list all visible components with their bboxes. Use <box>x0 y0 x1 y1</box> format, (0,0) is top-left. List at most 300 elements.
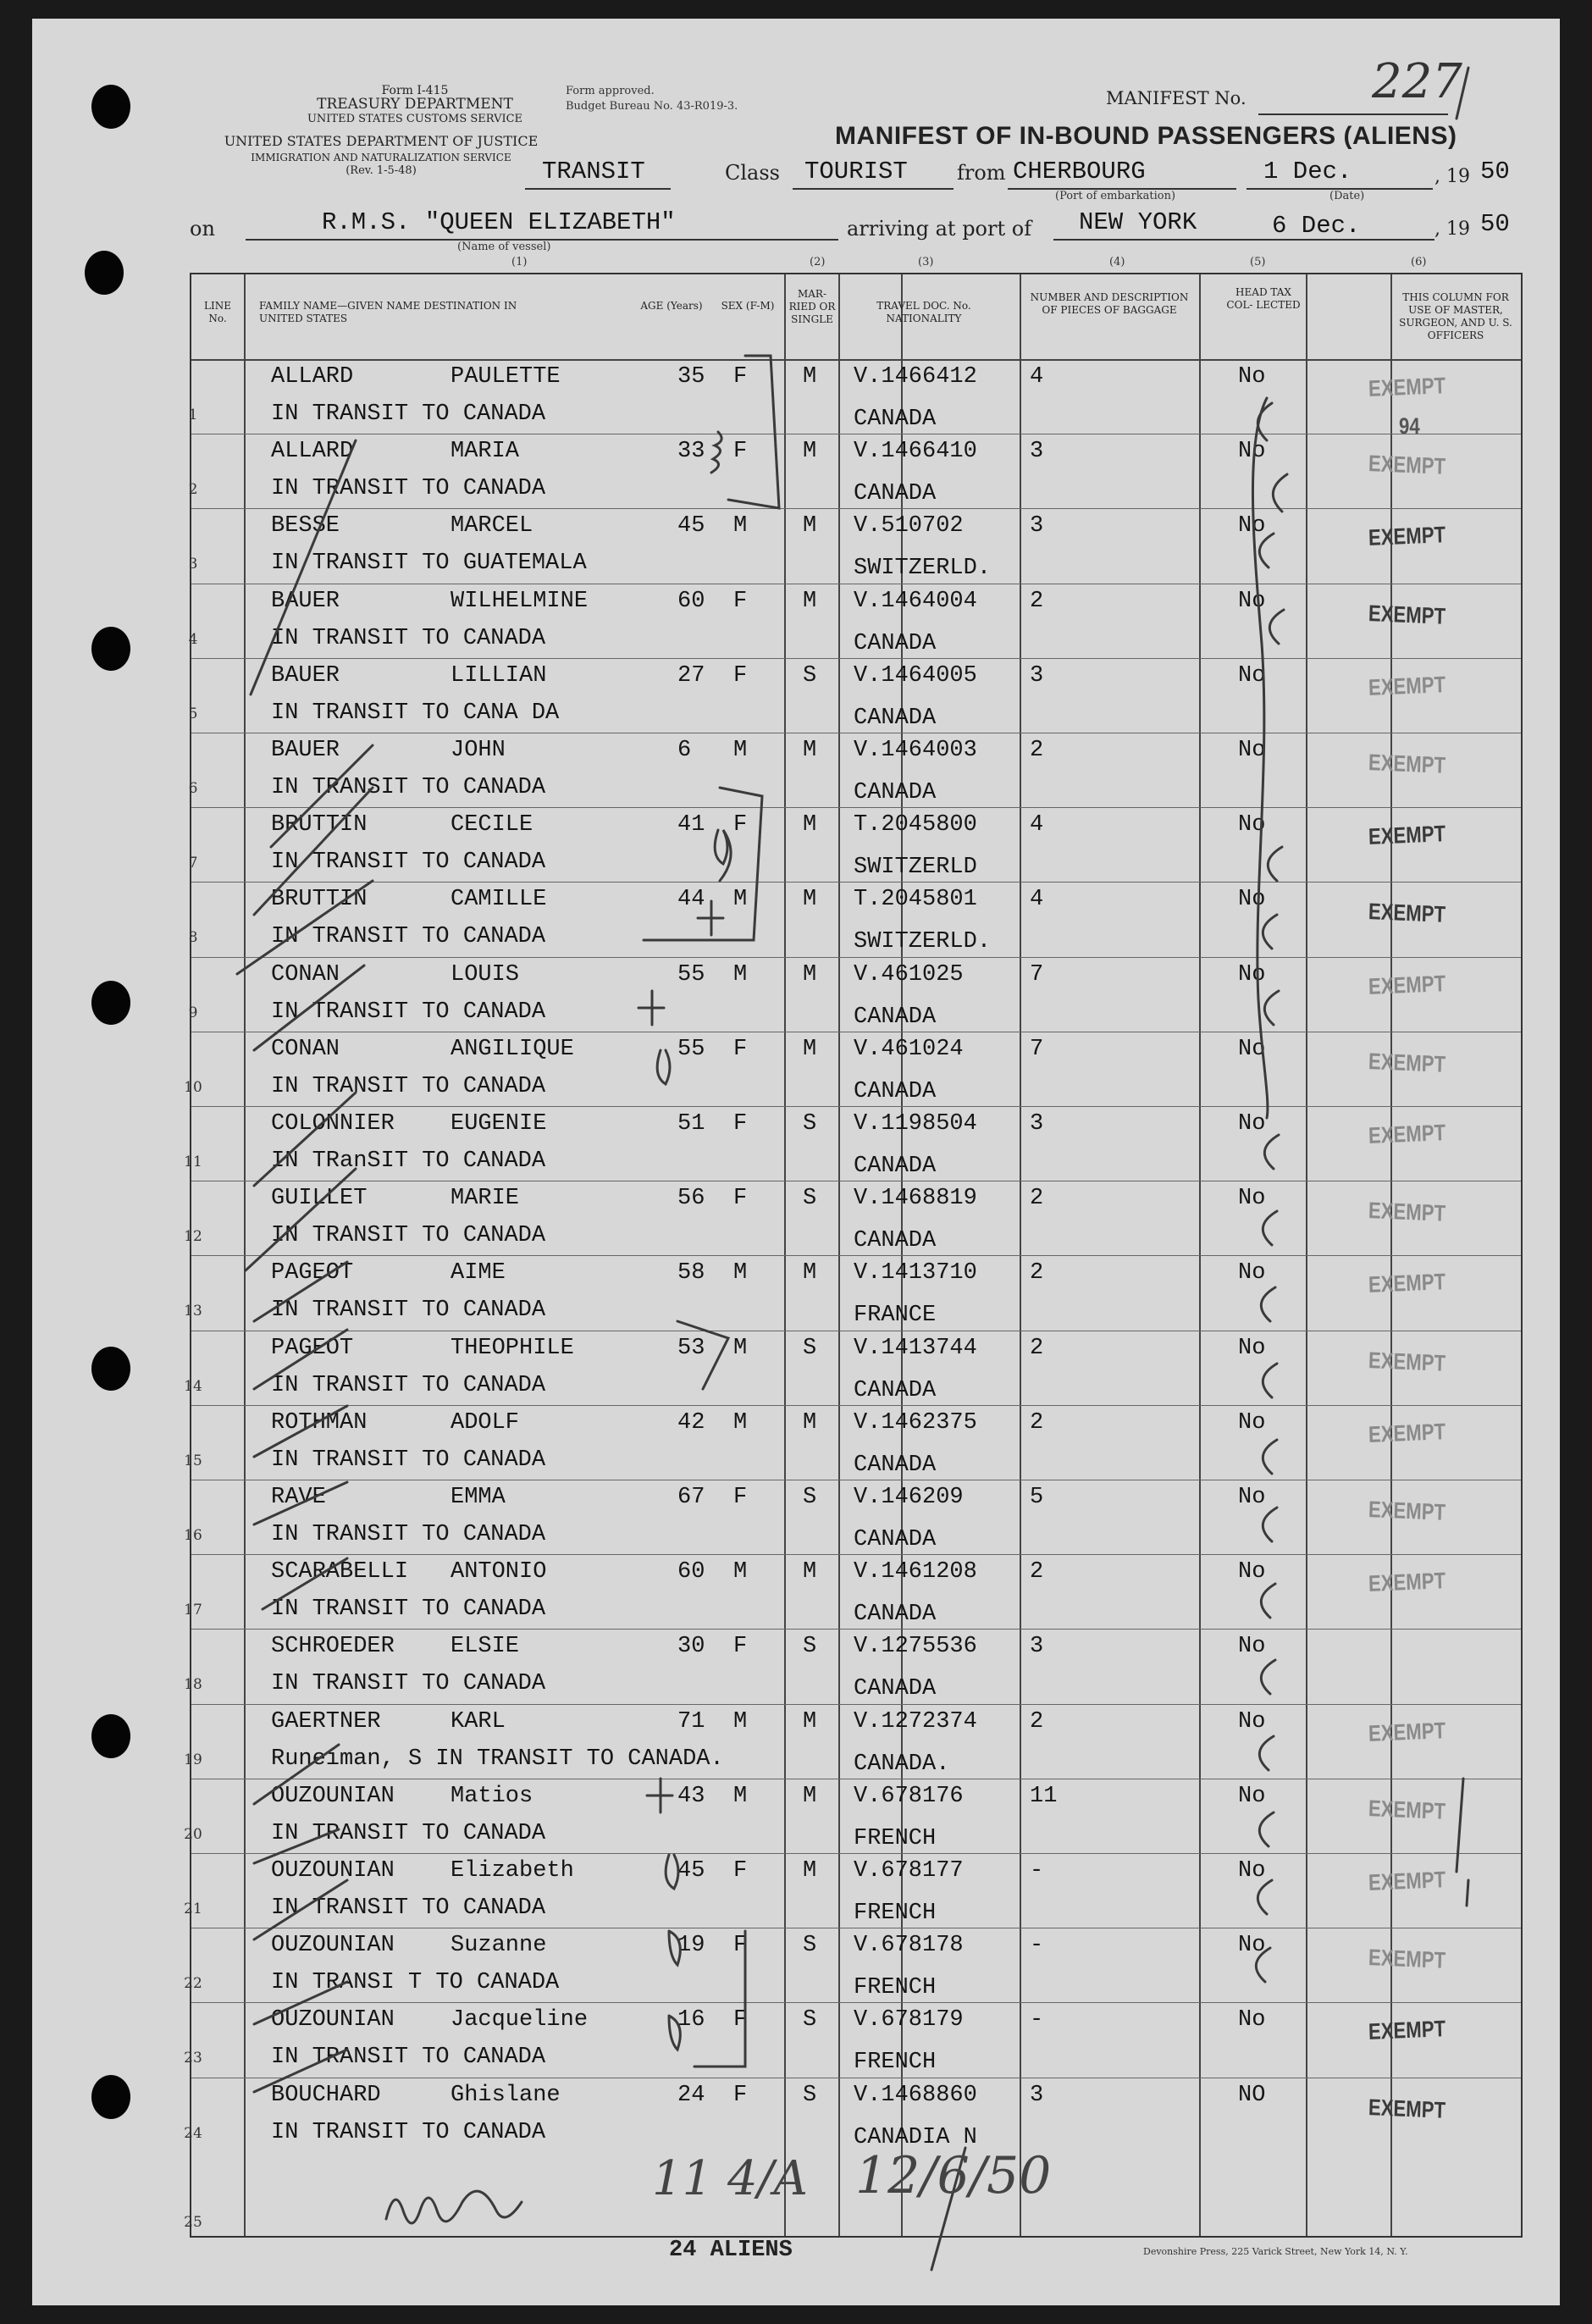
travel-doc-number: V.1413710 <box>854 1260 977 1286</box>
dept-justice: UNITED STATES DEPARTMENT OF JUSTICE <box>224 133 539 149</box>
passenger-surname: SCHROEDER <box>271 1634 395 1660</box>
nationality: CANADIA N <box>854 2124 977 2150</box>
head-tax: No <box>1238 961 1266 988</box>
nationality: CANADA <box>854 1228 937 1254</box>
passenger-sex: M <box>733 1708 748 1735</box>
passenger-destination: IN TRANSIT TO CANADA <box>271 2119 546 2145</box>
head-tax: No <box>1238 1634 1266 1660</box>
total-aliens: 24 ALIENS <box>669 2238 793 2263</box>
line-number: 20 <box>184 1825 202 1843</box>
depart-year: 50 <box>1480 158 1510 185</box>
nationality: CANADA <box>854 1377 937 1403</box>
head-tax: No <box>1238 738 1266 763</box>
treasury-dept: TREASURY DEPARTMENT <box>317 96 513 113</box>
passenger-age: 35 <box>677 364 705 390</box>
row-separator <box>191 1853 1521 1854</box>
exempt-stamp: EXEMPT <box>1368 671 1446 700</box>
baggage-count: 3 <box>1030 1634 1044 1660</box>
nationality: CANADA <box>854 780 937 805</box>
passenger-surname: RAVE <box>271 1485 326 1510</box>
passenger-sex: F <box>733 1111 748 1137</box>
passenger-surname: OUZOUNIAN <box>271 1783 395 1809</box>
nationality: CANADA. <box>854 1751 950 1777</box>
exempt-stamp: EXEMPT <box>1368 1347 1446 1376</box>
passenger-age: 60 <box>677 588 705 614</box>
transit-label: TRANSIT <box>542 158 645 185</box>
baggage-count: 2 <box>1030 738 1044 763</box>
nationality: CANADA <box>854 705 937 731</box>
passenger-marital-status: M <box>803 1409 817 1436</box>
binder-hole <box>91 627 130 671</box>
col-num-4: (4) <box>1109 256 1125 268</box>
row-separator <box>191 882 1521 883</box>
col-num-3: (3) <box>918 256 934 268</box>
row-separator <box>191 1554 1521 1555</box>
exempt-stamp: EXEMPT <box>1368 2094 1446 2123</box>
nationality: CANADA <box>854 1078 937 1104</box>
passenger-destination: IN TRANSIT TO GUATEMALA <box>271 551 587 577</box>
passenger-destination: IN TRANSIT TO CANADA <box>271 1671 546 1697</box>
arrival-year: 50 <box>1480 210 1510 238</box>
line-number: 12 <box>184 1228 202 1246</box>
passenger-surname: COLONNIER <box>271 1111 395 1137</box>
passenger-destination: IN TRANSIT TO CANADA <box>271 2045 546 2071</box>
nationality: FRENCH <box>854 1825 937 1851</box>
passenger-given-name: JOHN <box>451 738 506 763</box>
travel-doc-number: V.1464003 <box>854 738 977 763</box>
baggage-count: 2 <box>1030 1260 1044 1286</box>
passenger-surname: CONAN <box>271 961 340 988</box>
passenger-given-name: Ghislane <box>451 2082 561 2108</box>
passenger-destination: IN TRANSIT TO CANADA <box>271 1447 546 1473</box>
class-value: TOURIST <box>804 158 908 185</box>
row-separator <box>191 1704 1521 1705</box>
arrival-date: 6 Dec. <box>1272 212 1361 240</box>
exempt-stamp: EXEMPT <box>1368 1120 1446 1148</box>
passenger-given-name: AIME <box>451 1260 506 1286</box>
row-separator <box>191 807 1521 808</box>
nationality: CANADA <box>854 407 937 432</box>
baggage-count: - <box>1030 2007 1044 2034</box>
passenger-surname: BAUER <box>271 738 340 763</box>
nationality: FRENCH <box>854 1975 937 2001</box>
baggage-count: 2 <box>1030 1335 1044 1361</box>
passenger-marital-status: M <box>803 1260 817 1286</box>
passenger-sex: F <box>733 1186 748 1212</box>
travel-doc-number: V.1468819 <box>854 1186 977 1212</box>
passenger-age: 58 <box>677 1260 705 1286</box>
binder-hole <box>91 85 130 129</box>
passenger-surname: CONAN <box>271 1036 340 1062</box>
passenger-surname: GUILLET <box>271 1186 368 1212</box>
travel-doc-number: V.1413744 <box>854 1335 977 1361</box>
nationality: CANADA <box>854 1004 937 1030</box>
handwritten-code: 11 4/A <box>652 2151 808 2206</box>
passenger-destination: IN TRANSIT TO CANADA <box>271 1820 546 1846</box>
line-number: 13 <box>184 1303 202 1320</box>
row-separator <box>191 957 1521 958</box>
passenger-marital-status: S <box>803 1111 817 1137</box>
passenger-destination: IN TRANSIT TO CANADA <box>271 1895 546 1921</box>
passenger-surname: BESSE <box>271 513 340 540</box>
passenger-destination: IN TRANSIT TO CANADA <box>271 1298 546 1324</box>
row-separator <box>191 658 1521 659</box>
stamp-94: 94 <box>1399 413 1420 439</box>
baggage-count: - <box>1030 1933 1044 1959</box>
passenger-sex: M <box>733 738 748 763</box>
passenger-table <box>184 273 1523 2238</box>
nationality: FRENCH <box>854 1901 937 1926</box>
line-number: 15 <box>184 1452 202 1469</box>
head-tax: No <box>1238 1036 1266 1062</box>
passenger-destination: IN TRANSIT TO CANADA <box>271 401 546 427</box>
passenger-destination: IN TRANSIT TO CANA DA <box>271 700 560 726</box>
head-tax: No <box>1238 1409 1266 1436</box>
binder-hole <box>91 1347 130 1391</box>
col-header-officers: THIS COLUMN FOR USE OF MASTER, SURGEON, AND U. S. OFFICERS <box>1399 291 1512 341</box>
col-num-6: (6) <box>1411 256 1427 268</box>
passenger-marital-status: S <box>803 1335 817 1361</box>
line-number: 22 <box>184 1975 202 1993</box>
travel-doc-number: V.461024 <box>854 1036 964 1062</box>
passenger-given-name: LILLIAN <box>451 662 547 689</box>
passenger-surname: PAGEOT <box>271 1335 354 1361</box>
baggage-count: 2 <box>1030 588 1044 614</box>
passenger-given-name: MARIA <box>451 439 520 465</box>
from-port: CHERBOURG <box>1013 158 1146 185</box>
passenger-age: 43 <box>677 1783 705 1809</box>
vessel-name: R.M.S. "QUEEN ELIZABETH" <box>322 208 676 236</box>
col-num-5: (5) <box>1250 256 1266 268</box>
binder-hole <box>91 2075 130 2119</box>
passenger-destination: IN TRANSIT TO CANADA <box>271 1223 546 1249</box>
passenger-destination: IN TRANSIT TO CANADA <box>271 1596 546 1623</box>
line-number: 21 <box>184 1901 202 1917</box>
passenger-destination: IN TRANSIT TO CANADA <box>271 999 546 1025</box>
travel-doc-number: V.146209 <box>854 1485 964 1510</box>
passenger-sex: F <box>733 1036 748 1062</box>
passenger-marital-status: M <box>803 1783 817 1809</box>
travel-doc-number: T.2045800 <box>854 812 977 838</box>
passenger-surname: GAERTNER <box>271 1708 381 1735</box>
nationality: CANADA <box>854 1452 937 1478</box>
exempt-stamp: EXEMPT <box>1368 1048 1446 1077</box>
passenger-marital-status: M <box>803 1559 817 1585</box>
col-header-age: AGE (Years) <box>640 300 703 312</box>
baggage-count: 7 <box>1030 1036 1044 1062</box>
head-tax: No <box>1238 1858 1266 1884</box>
line-number: 5 <box>188 705 198 722</box>
nationality: FRANCE <box>854 1303 937 1329</box>
exempt-stamp: EXEMPT <box>1368 1497 1446 1525</box>
passenger-surname: PAGEOT <box>271 1260 354 1286</box>
date-caption: (Date) <box>1329 190 1365 202</box>
printer-imprint: Devonshire Press, 225 Varick Street, New York 14, N. Y. <box>1143 2246 1408 2257</box>
baggage-count: - <box>1030 1858 1044 1884</box>
handwritten-date: 12/6/50 <box>855 2146 1052 2205</box>
head-tax: No <box>1238 588 1266 614</box>
passenger-sex: M <box>733 1409 748 1436</box>
baggage-count: 3 <box>1030 662 1044 689</box>
travel-doc-number: V.1466412 <box>854 364 977 390</box>
nationality: SWITZERLD. <box>854 556 992 582</box>
binder-hole <box>91 981 130 1025</box>
col-header-baggage: NUMBER AND DESCRIPTION OF PIECES OF BAGGAGE <box>1030 291 1189 316</box>
head-tax: No <box>1238 1559 1266 1585</box>
passenger-given-name: CECILE <box>451 812 533 838</box>
col-num-1: (1) <box>511 256 528 268</box>
travel-doc-number: V.1275536 <box>854 1634 977 1660</box>
travel-doc-number: V.1462375 <box>854 1409 977 1436</box>
travel-doc-number: V.1461208 <box>854 1559 977 1585</box>
passenger-given-name: Jacqueline <box>451 2007 589 2034</box>
on-label: on <box>190 217 215 241</box>
passenger-surname: ALLARD <box>271 364 354 390</box>
passenger-sex: F <box>733 364 748 390</box>
from-label: from <box>957 161 1006 185</box>
passenger-surname: OUZOUNIAN <box>271 1933 395 1959</box>
arrival-port: NEW YORK <box>1079 208 1197 236</box>
col-header-sex: SEX (F-M) <box>721 300 775 312</box>
line-number: 11 <box>184 1154 202 1170</box>
passenger-destination: IN TRANSIT TO CANADA <box>271 775 546 800</box>
travel-doc-number: V.510702 <box>854 513 964 540</box>
passenger-sex: M <box>733 887 748 913</box>
line-number: 10 <box>184 1078 202 1096</box>
manifest-no-label: MANIFEST No. <box>1106 88 1247 108</box>
passenger-destination: IN TRANSIT TO CANADA <box>271 625 546 651</box>
row-separator <box>191 1255 1521 1256</box>
passenger-marital-status: M <box>803 1708 817 1735</box>
passenger-age: 51 <box>677 1111 705 1137</box>
passenger-destination: IN TRANSIT TO CANADA <box>271 849 546 876</box>
passenger-sex: F <box>733 439 748 465</box>
nationality: CANADA <box>854 1154 937 1179</box>
passenger-given-name: Suzanne <box>451 1933 547 1959</box>
travel-doc-number: V.678178 <box>854 1933 964 1959</box>
travel-doc-number: V.1272374 <box>854 1708 977 1735</box>
line-number: 18 <box>184 1676 202 1694</box>
head-tax: No <box>1238 1933 1266 1959</box>
head-tax: No <box>1238 887 1266 913</box>
col-header-name: FAMILY NAME—GIVEN NAME DESTINATION IN UNITED STATES <box>259 300 517 324</box>
passenger-given-name: MARIE <box>451 1186 520 1212</box>
travel-doc-number: V.1468860 <box>854 2082 977 2108</box>
nationality: CANADA <box>854 481 937 507</box>
passenger-marital-status: M <box>803 887 817 913</box>
nationality: CANADA <box>854 630 937 656</box>
head-tax: No <box>1238 439 1266 465</box>
passenger-given-name: MARCEL <box>451 513 533 540</box>
passenger-sex: F <box>733 2007 748 2034</box>
baggage-count: 2 <box>1030 1409 1044 1436</box>
passenger-given-name: LOUIS <box>451 961 520 988</box>
baggage-count: 7 <box>1030 961 1044 988</box>
passenger-marital-status: S <box>803 662 817 689</box>
exempt-stamp: EXEMPT <box>1368 1568 1446 1597</box>
ins: IMMIGRATION AND NATURALIZATION SERVICE <box>251 152 511 163</box>
passenger-age: 55 <box>677 961 705 988</box>
line-number: 14 <box>184 1377 202 1395</box>
exempt-stamp: EXEMPT <box>1368 2016 1446 2045</box>
head-tax: No <box>1238 1111 1266 1137</box>
passenger-marital-status: S <box>803 2007 817 2034</box>
head-tax: No <box>1238 1260 1266 1286</box>
passenger-age: 42 <box>677 1409 705 1436</box>
depart-year-prefix: , 19 <box>1434 166 1470 187</box>
vessel-caption: (Name of vessel) <box>457 241 551 253</box>
passenger-surname: BRUTTIN <box>271 812 368 838</box>
passenger-marital-status: M <box>803 812 817 838</box>
passenger-surname: ROTHMAN <box>271 1409 368 1436</box>
passenger-surname: SCARABELLI <box>271 1559 409 1585</box>
form-approved: Form approved. <box>566 85 655 97</box>
baggage-count: 3 <box>1030 2082 1044 2108</box>
head-tax: No <box>1238 513 1266 540</box>
line-number-25: 25 <box>184 2214 202 2231</box>
passenger-destination: IN TRANSIT TO CANADA <box>271 1073 546 1099</box>
passenger-given-name: ELSIE <box>451 1634 520 1660</box>
passenger-surname: BAUER <box>271 662 340 689</box>
passenger-given-name: ANGILIQUE <box>451 1036 574 1062</box>
travel-doc-number: V.1198504 <box>854 1111 977 1137</box>
row-separator <box>191 2002 1521 2003</box>
baggage-count: 4 <box>1030 812 1044 838</box>
passenger-given-name: EUGENIE <box>451 1111 547 1137</box>
baggage-count: 4 <box>1030 364 1044 390</box>
line-number: 6 <box>188 780 198 797</box>
col-num-2: (2) <box>810 256 826 268</box>
line-number: 16 <box>184 1527 202 1544</box>
exempt-stamp: EXEMPT <box>1368 1198 1446 1227</box>
passenger-given-name: Matios <box>451 1783 533 1809</box>
passenger-given-name: CAMILLE <box>451 887 547 913</box>
baggage-count: 2 <box>1030 1559 1044 1585</box>
passenger-sex: F <box>733 812 748 838</box>
depart-date: 1 Dec. <box>1263 158 1352 185</box>
passenger-surname: ALLARD <box>271 439 354 465</box>
travel-doc-number: V.678176 <box>854 1783 964 1809</box>
head-tax: No <box>1238 1335 1266 1361</box>
passenger-age: 33 <box>677 439 705 465</box>
passenger-age: 41 <box>677 812 705 838</box>
passenger-age: 16 <box>677 2007 705 2034</box>
passenger-marital-status: M <box>803 961 817 988</box>
passenger-given-name: THEOPHILE <box>451 1335 574 1361</box>
baggage-count: 2 <box>1030 1186 1044 1212</box>
travel-doc-number: V.1466410 <box>854 439 977 465</box>
binder-hole <box>85 251 124 295</box>
passenger-destination: IN TRanSIT TO CANADA <box>271 1148 546 1174</box>
passenger-destination: Runeiman, S IN TRANSIT TO CANADA. <box>271 1746 724 1772</box>
passenger-marital-status: M <box>803 1858 817 1884</box>
travel-doc-number: V.1464004 <box>854 588 977 614</box>
head-tax: No <box>1238 1783 1266 1809</box>
binder-hole <box>91 1714 130 1758</box>
line-number: 7 <box>188 855 198 872</box>
passenger-surname: OUZOUNIAN <box>271 1858 395 1884</box>
passenger-given-name: ANTONIO <box>451 1559 547 1585</box>
customs-service: UNITED STATES CUSTOMS SERVICE <box>307 113 523 125</box>
exempt-stamp: EXEMPT <box>1368 600 1446 629</box>
nationality: SWITZERLD. <box>854 929 992 955</box>
line-number: 2 <box>188 481 198 499</box>
passenger-marital-status: M <box>803 364 817 390</box>
passenger-surname: OUZOUNIAN <box>271 2007 395 2034</box>
passenger-sex: F <box>733 1634 748 1660</box>
nationality: CANADA <box>854 1527 937 1552</box>
passenger-sex: F <box>733 662 748 689</box>
passenger-sex: F <box>733 1485 748 1510</box>
passenger-sex: M <box>733 513 748 540</box>
exempt-stamp: EXEMPT <box>1368 970 1446 999</box>
travel-doc-number: V.678177 <box>854 1858 964 1884</box>
exempt-stamp: EXEMPT <box>1368 1269 1446 1298</box>
row-separator <box>191 1106 1521 1107</box>
line-number: 19 <box>184 1751 202 1768</box>
passenger-marital-status: M <box>803 439 817 465</box>
exempt-stamp: EXEMPT <box>1368 522 1446 551</box>
passenger-destination: IN TRANSIT TO CANADA <box>271 1372 546 1398</box>
exempt-stamp: EXEMPT <box>1368 899 1446 928</box>
revision: (Rev. 1-5-48) <box>345 164 417 177</box>
passenger-sex: M <box>733 1335 748 1361</box>
passenger-age: 56 <box>677 1186 705 1212</box>
passenger-marital-status: S <box>803 2082 817 2108</box>
row-separator <box>191 1629 1521 1630</box>
passenger-destination: IN TRANSIT TO CANADA <box>271 476 546 502</box>
head-tax: No <box>1238 2007 1266 2034</box>
nationality: CANADA <box>854 1602 937 1628</box>
col-header-head-tax: HEAD TAX COL- LECTED <box>1226 286 1301 311</box>
passenger-surname: BOUCHARD <box>271 2082 381 2108</box>
exempt-stamp: EXEMPT <box>1368 1795 1446 1824</box>
passenger-given-name: EMMA <box>451 1485 506 1510</box>
class-label: Class <box>725 161 780 185</box>
passenger-age: 55 <box>677 1036 705 1062</box>
col-header-travel-doc: TRAVEL DOC. No. NATIONALITY <box>876 300 971 324</box>
passenger-given-name: Elizabeth <box>451 1858 574 1884</box>
passenger-given-name: KARL <box>451 1708 506 1735</box>
row-separator <box>191 1405 1521 1406</box>
passenger-sex: F <box>733 2082 748 2108</box>
passenger-age: 24 <box>677 2082 705 2108</box>
travel-doc-number: V.461025 <box>854 961 964 988</box>
passenger-marital-status: M <box>803 513 817 540</box>
passenger-marital-status: M <box>803 1036 817 1062</box>
form-id: Form I-415 <box>381 84 449 97</box>
baggage-count: 5 <box>1030 1485 1044 1510</box>
passenger-surname: BRUTTIN <box>271 887 368 913</box>
manifest-title: MANIFEST OF IN-BOUND PASSENGERS (ALIENS) <box>835 122 1457 150</box>
row-separator <box>191 508 1521 509</box>
exempt-stamp: EXEMPT <box>1368 1867 1446 1895</box>
baggage-count: 2 <box>1030 1708 1044 1735</box>
passenger-given-name: ADOLF <box>451 1409 520 1436</box>
exempt-stamp: EXEMPT <box>1368 1418 1446 1447</box>
exempt-stamp: EXEMPT <box>1368 821 1446 850</box>
passenger-age: 30 <box>677 1634 705 1660</box>
passenger-destination: IN TRANSIT TO CANADA <box>271 1522 546 1547</box>
head-tax: No <box>1238 1485 1266 1510</box>
head-tax: No <box>1238 1186 1266 1212</box>
line-number: 23 <box>184 2050 202 2067</box>
exempt-stamp: EXEMPT <box>1368 1945 1446 1974</box>
passenger-marital-status: S <box>803 1634 817 1660</box>
passenger-age: 45 <box>677 1858 705 1884</box>
passenger-marital-status: S <box>803 1933 817 1959</box>
baggage-count: 3 <box>1030 439 1044 465</box>
